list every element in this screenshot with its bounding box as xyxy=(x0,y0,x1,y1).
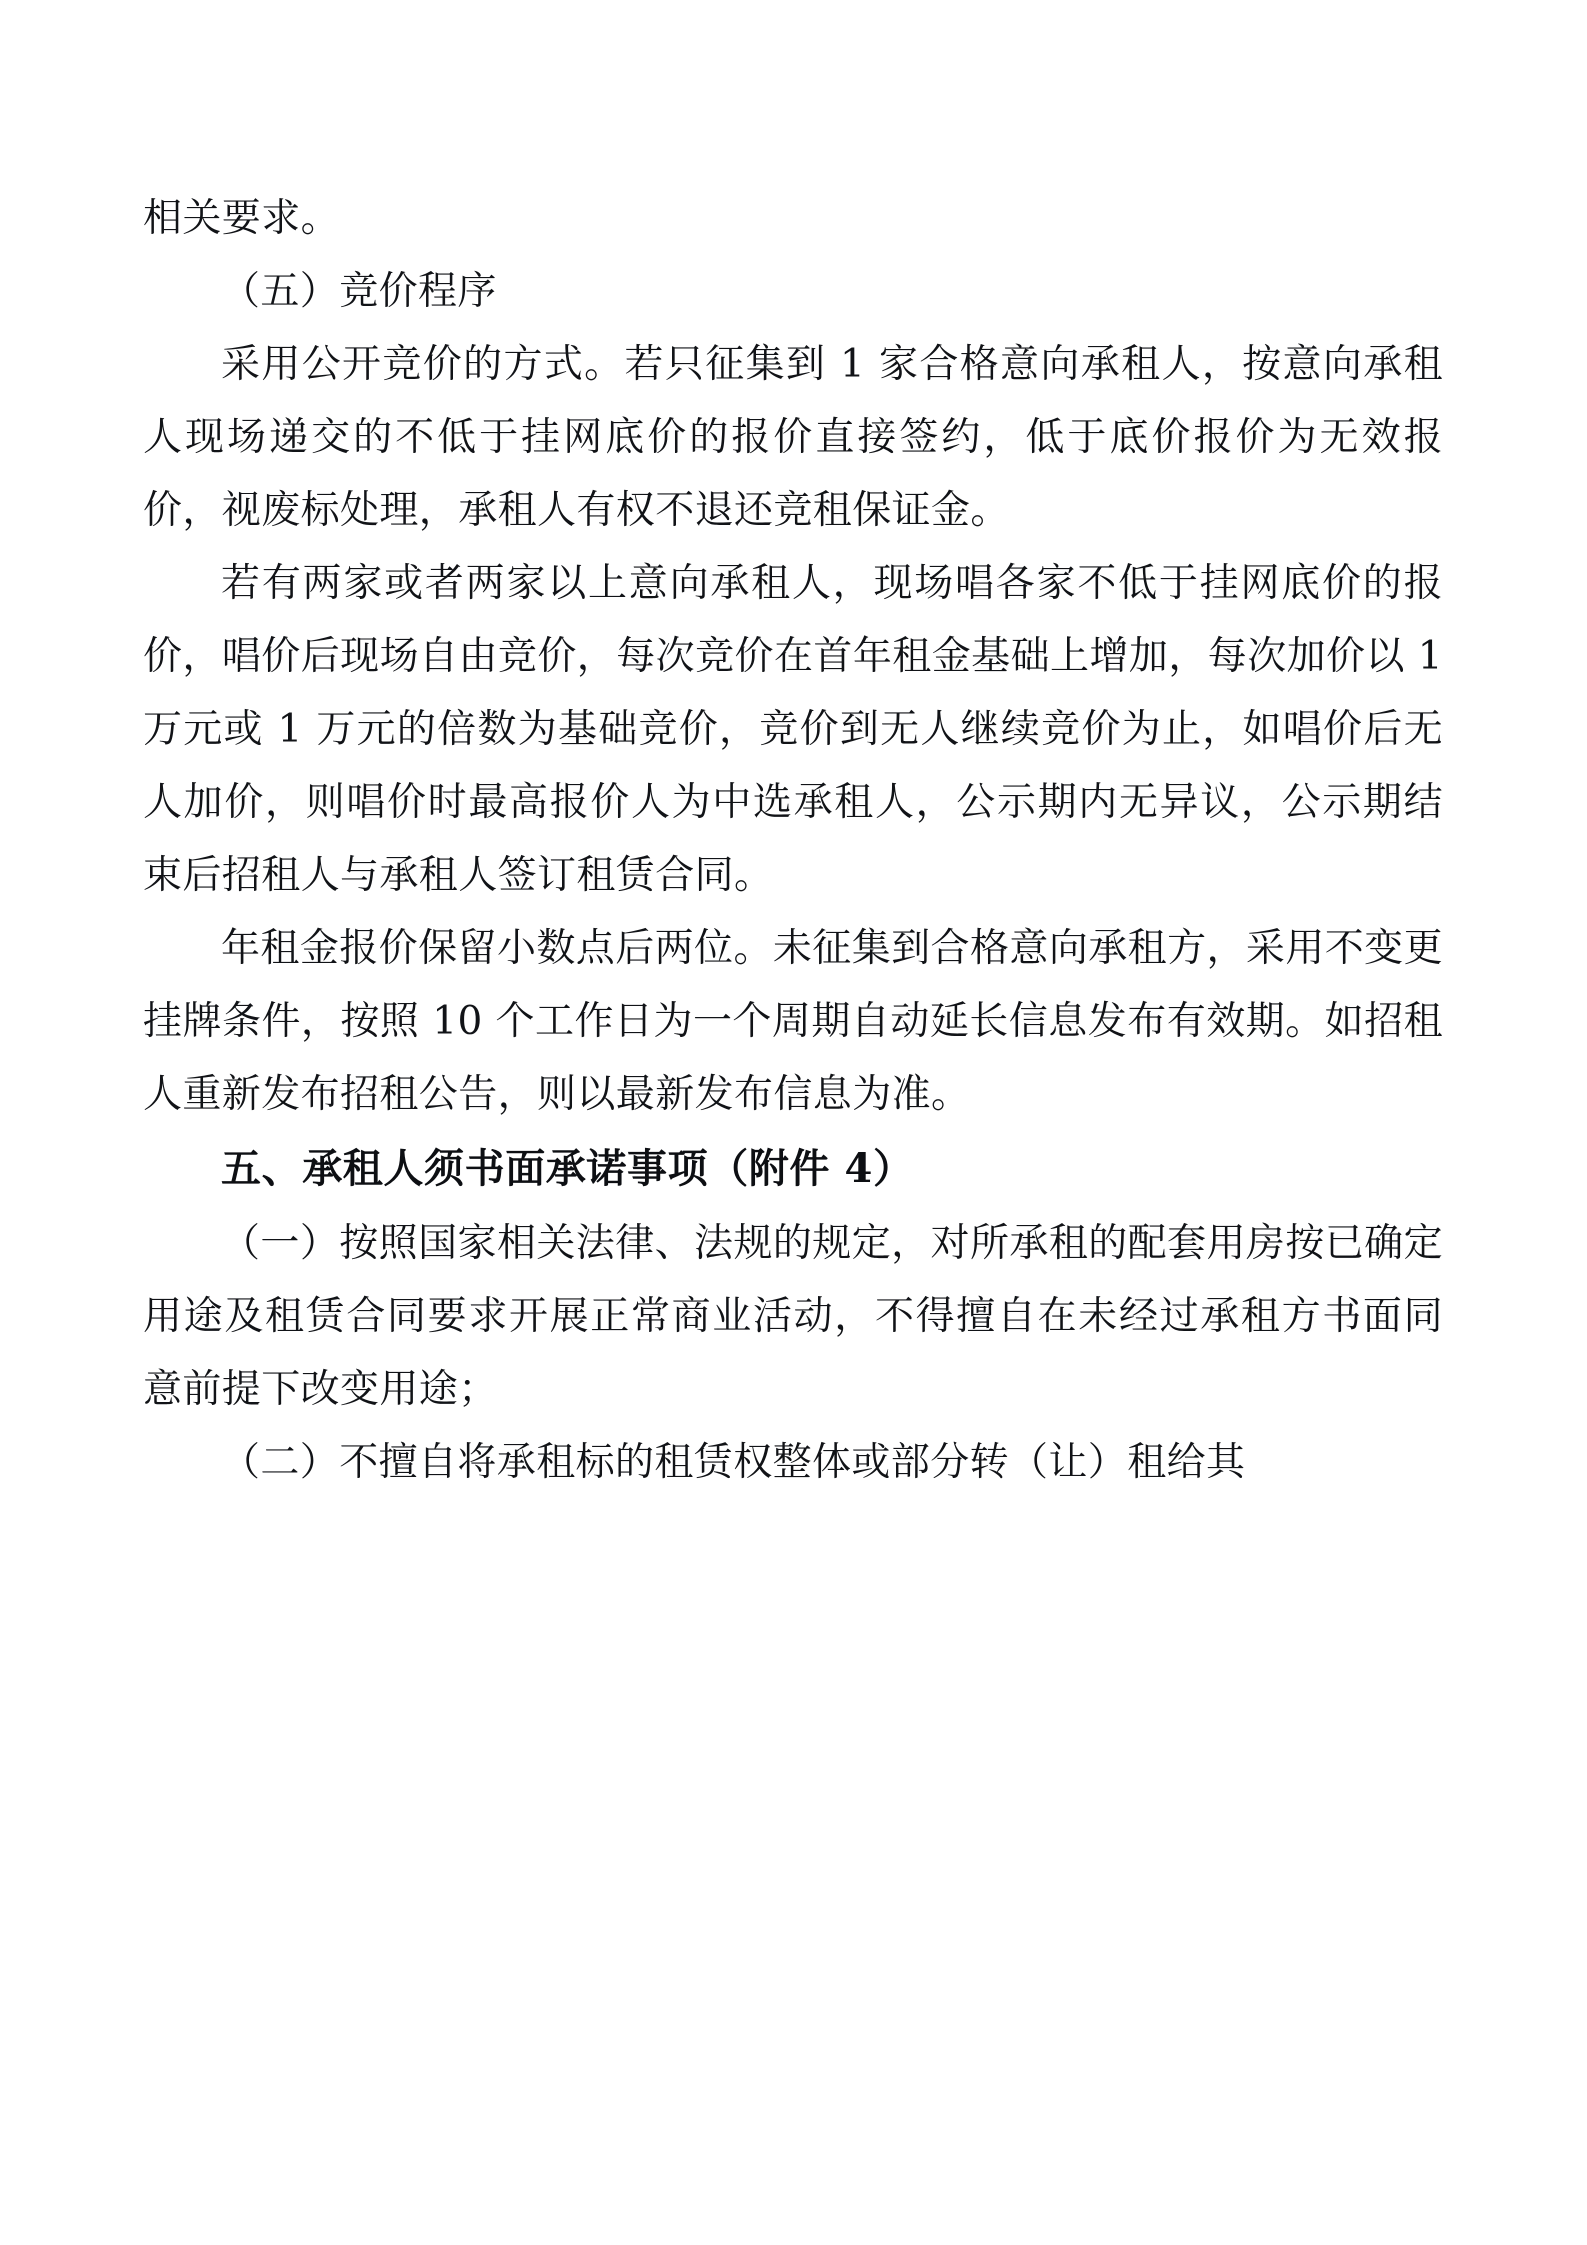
paragraph-annual-rent-decimal-and-extension: 年租金报价保留小数点后两位。未征集到合格意向承租方，采用不变更挂牌条件，按照 10 个工作日为一个周期自动延长信息发布有效期。如招租人重新发布招租公告，则以最新发布信息为准。 xyxy=(143,926,1443,1117)
paragraph-commitment-item-two: （二）不擅自将承租标的租赁权整体或部分转（让）租给其 xyxy=(221,1440,1246,1485)
heading-lessee-written-commitments: 五、承租人须书面承诺事项（附件 4） xyxy=(221,1145,914,1192)
document-body xyxy=(143,182,1443,1499)
paragraph-commitment-item-one: （一）按照国家相关法律、法规的规定，对所承租的配套用房按已确定用途及租赁合同要求开展正常商业活动，不得擅自在未经过承租方书面同意前提下改变用途； xyxy=(143,1221,1443,1412)
paragraph-section-five-bidding-procedure-title: （五）竞价程序 xyxy=(221,269,497,314)
paragraph-multiple-applicants-bidding: 若有两家或者两家以上意向承租人，现场唱各家不低于挂网底价的报价，唱价后现场自由竞价，每次竞价在首年租金基础上增加，每次加价以 1 万元或 1 万元的倍数为基础竞价，竞价到无人继续竞价为止，如唱价后无人加价，则唱价时最高报价人为中选承租人，公示期内无异议，公示期结束后招租人与承租人签订租赁合同。 xyxy=(143,561,1443,898)
paragraph-public-bidding-single-applicant: 采用公开竞价的方式。若只征集到 1 家合格意向承租人，按意向承租人现场递交的不低于挂网底价的报价直接签约，低于底价报价为无效报价，视废标处理，承租人有权不退还竞租保证金。 xyxy=(143,342,1443,533)
paragraph-continuation: 相关要求。 xyxy=(143,196,341,241)
